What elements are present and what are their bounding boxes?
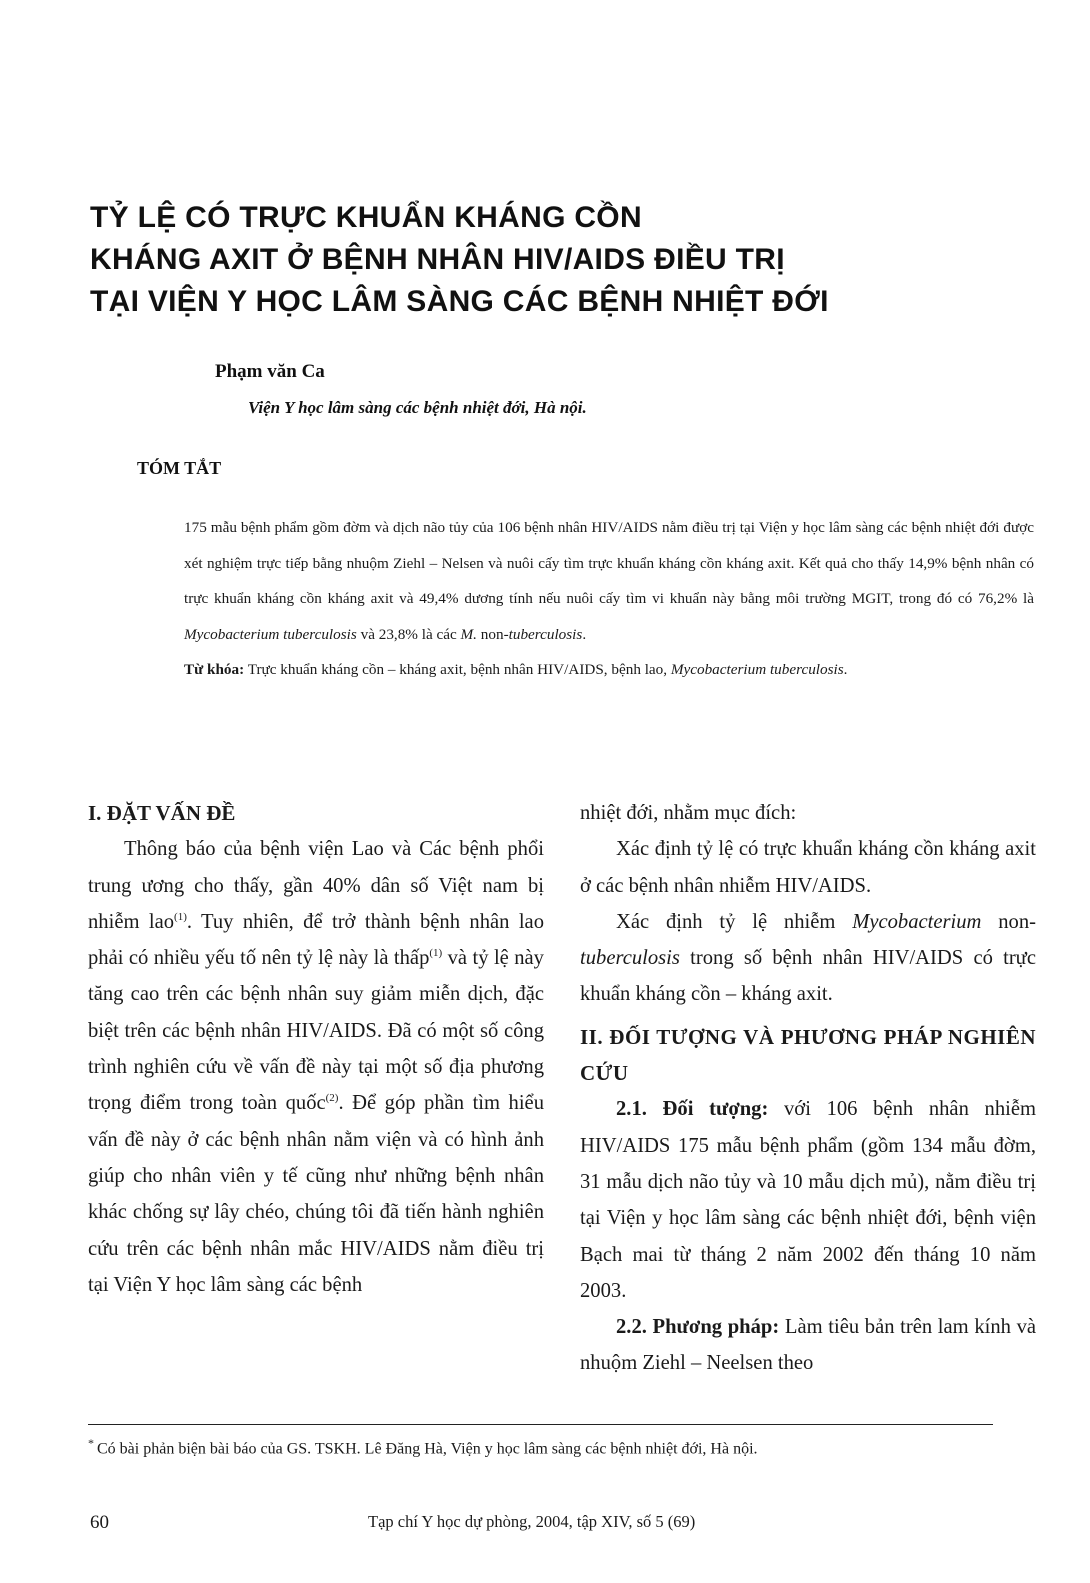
intro-continuation: nhiệt đới, nhằm mục đích:	[580, 802, 797, 824]
objective-2-text-c: trong số bệnh nhân HIV/AIDS có trực khuẩn kháng cồn – kháng axit.	[580, 947, 1036, 1006]
right-column	[580, 795, 1036, 1382]
citation-1b: (1)	[429, 947, 443, 960]
abstract-text-3: non-	[476, 625, 509, 643]
objective-1: Xác định tỷ lệ có trực khuẩn kháng cồn kháng axit ở các bệnh nhân nhiễm HIV/AIDS.	[580, 838, 1036, 897]
keywords-text: Trực khuẩn kháng cồn – kháng axit, bệnh nhân HIV/AIDS, bệnh lao,	[244, 661, 671, 678]
keywords-end: .	[843, 661, 848, 678]
left-column	[88, 795, 544, 1303]
footnote-divider	[88, 1424, 993, 1425]
title-line-3: TẠI VIỆN Y HỌC LÂM SÀNG CÁC BỆNH NHIỆT ĐỚI	[90, 285, 829, 318]
citation-2: (2)	[325, 1092, 339, 1105]
objective-2-text-a: Xác định tỷ lệ nhiễm	[616, 910, 853, 933]
abstract-species-2: M.	[460, 625, 477, 643]
subsection-2-1-text: với 106 bệnh nhân nhiễm HIV/AIDS 175 mẫu bệnh phẩm (gồm 134 mẫu đờm, 31 mẫu dịch não tủy và 10 mẫu dịch mủ), nằm điều trị tại Viện y học lâm sàng các bệnh nhiệt đới, bệnh viện Bạch mai từ tháng 2 năm 2002 đến tháng 10 năm 2003.	[580, 1098, 1036, 1302]
subsection-2-1-label: 2.1. Đối tượng:	[616, 1098, 769, 1121]
footnote-marker: *	[88, 1436, 94, 1450]
objective-2	[580, 904, 1036, 1013]
author-name: Phạm văn Ca	[215, 361, 325, 382]
intro-text-a: Thông báo của bệnh viện Lao và Các bệnh phổi trung ương cho thấy, gần 40% dân số Việt nam bị nhiễm lao	[88, 838, 544, 933]
abstract-species-1: Mycobacterium tuberculosis	[184, 625, 357, 643]
intro-text-b: . Tuy nhiên, để trở thành bệnh nhân lao phải có nhiều yếu tố nên tỷ lệ này là thấp	[88, 910, 544, 970]
objective-2-species-1: Mycobacterium	[852, 910, 982, 933]
abstract-text-2: và 23,8% là các	[356, 625, 461, 643]
footnote-text: Có bài phản biện bài báo của GS. TSKH. Lê Đăng Hà, Viện y học lâm sàng các bệnh nhiệt đới, Hà nội.	[97, 1440, 758, 1458]
subsection-2-1	[580, 1091, 1036, 1309]
keywords	[184, 652, 1034, 688]
objective-2-species-2: tuberculosis	[580, 947, 680, 970]
subsection-2-2	[580, 1309, 1036, 1382]
abstract-heading: TÓM TẮT	[137, 458, 222, 478]
journal-citation: Tạp chí Y học dự phòng, 2004, tập XIV, số 5 (69)	[368, 1512, 696, 1531]
abstract-paragraph	[184, 510, 1034, 652]
keywords-label: Từ khóa:	[184, 661, 245, 678]
title-line-1: TỶ LỆ CÓ TRỰC KHUẨN KHÁNG CỒN	[90, 201, 642, 234]
objective-2-text-b: non-	[981, 910, 1036, 933]
section-heading-1: I. ĐẶT VẤN ĐỀ	[88, 801, 236, 825]
page-number: 60	[90, 1512, 109, 1533]
keywords-species: Mycobacterium tuberculosis	[670, 661, 844, 678]
subsection-2-2-label: 2.2. Phương pháp:	[616, 1316, 780, 1339]
author-affiliation: Viện Y học lâm sàng các bệnh nhiệt đới, Hà nội.	[248, 398, 587, 417]
section-heading-2: II. ĐỐI TƯỢNG VÀ PHƯƠNG PHÁP NGHIÊN CỨU	[580, 1024, 1036, 1086]
title-line-2: KHÁNG AXIT Ở BỆNH NHÂN HIV/AIDS ĐIỀU TRỊ	[90, 243, 785, 276]
footnote	[88, 1436, 758, 1458]
intro-paragraph	[88, 831, 544, 1303]
subsection-2-2-text: Làm tiêu bản trên lam kính và nhuộm Ziehl – Neelsen theo	[580, 1316, 1037, 1375]
citation-1: (1)	[174, 911, 187, 924]
abstract-body	[184, 510, 1034, 688]
abstract-text-4: .	[582, 625, 587, 643]
abstract-text-1: 175 mẫu bệnh phẩm gồm đờm và dịch não tủy của 106 bệnh nhân HIV/AIDS nằm điều trị tại Viện y học lâm sàng các bệnh nhiệt đới được xét nghiệm trực tiếp bằng nhuộm Ziehl – Nelsen và nuôi cấy tìm trực khuẩn kháng cồn kháng axit. Kết quả cho thấy 14,9% bệnh nhân có trực khuẩn kháng cồn kháng axit và 49,4% dương tính nếu nuôi cấy tìm vi khuẩn này bằng môi trường MGIT, trong đó có 76,2% là	[184, 519, 1034, 607]
article-title	[90, 197, 990, 323]
intro-text-d: . Để góp phần tìm hiểu vấn đề này ở các bệnh nhân nằm viện và có hình ảnh giúp cho nhân viên y tế cũng như những bệnh nhân khác chống sự lây chéo, chúng tôi đã tiến hành nghiên cứu trên các bệnh nhân mắc HIV/AIDS nằm điều trị tại Viện Y học lâm sàng các bệnh	[88, 1092, 544, 1296]
abstract-species-3: tuberculosis	[508, 625, 583, 643]
intro-text-c: và tỷ lệ này tăng cao trên các bệnh nhân suy giảm miễn dịch, đặc biệt trên các bệnh nhân HIV/AIDS. Đã có một số công trình nghiên cứu về vấn đề này tại một số địa phương trọng điểm trong toàn quốc	[88, 947, 544, 1115]
